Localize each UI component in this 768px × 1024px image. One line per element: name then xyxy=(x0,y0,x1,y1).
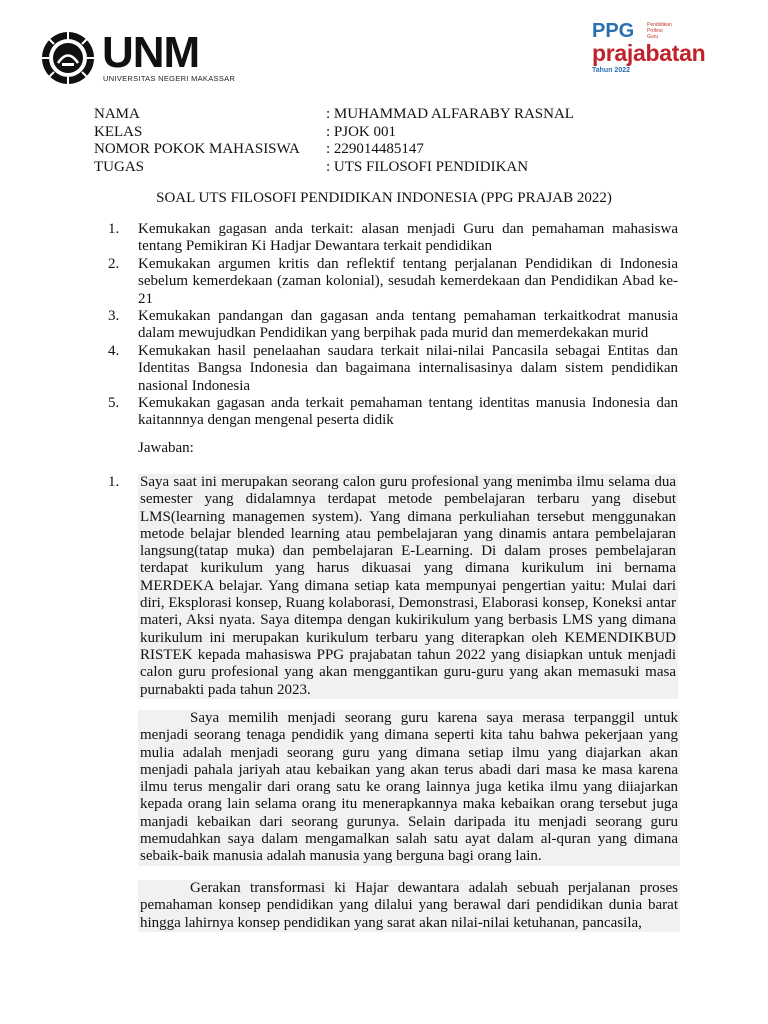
document-title: SOAL UTS FILOSOFI PENDIDIKAN INDONESIA (PPG PRAJAB 2022) xyxy=(156,190,612,206)
identity-row xyxy=(94,106,574,124)
identity-block xyxy=(94,106,574,176)
answer-paragraph: Saya memilih menjadi seorang guru karena saya merasa terpanggil untuk menjadi seorang tenaga pendidik yang dimana seperti kita tahu bahwa pekerjaan yang mulia adalah menjadi seorang guru yang dimana setiap ilmu yang diajarkan akan menjadi pahala jariyah atau kebaikan yang akan terus abadi dari masa ke masa karena ilmu terus mengalir dari orang satu ke orang lainnya juga ketika ilmu yang diiajarkan kepada orang lain selama orang itu menerapkannya maka kebaikan orang tersebut juga manjadi kebaikan dari seorang gurunya. Selain daripada itu menjadi seorang guru memudahkan saya dalam mengamalkan salah satu ayat dalam al-quran yang dimana sebaik-baik manusia adalah manusia yang berguna bagi orang lain. xyxy=(140,710,678,865)
question-item xyxy=(108,221,678,256)
question-number: 1. xyxy=(108,221,120,237)
identity-value: : PJOK 001 xyxy=(326,123,397,140)
identity-label: NAMA xyxy=(94,106,140,122)
answer-text: Saya saat ini merupakan seorang calon guru profesional yang menimba ilmu selama dua semester yang didalamnya terdapat metode pembelajaran terbaru yang disebut LMS(learning managemen system). Yang dimana perkuliahan tersebut menggunakan metode belajar blended learning atau pembelajaran yang dinamis antara pembelajaran langsung(tatap muka) dan pembelajaran E-Learning. Di dalam proses pembelajaran terdapat kurikulum yang harus dikuasai yang dimana kurikulum ini bernama MERDEKA belajar. Yang dimana setiap kata mempunyai pengertian yaitu: Mulai dari diri, Eksplorasi konsep, Ruang kolaborasi, Demonstrasi, Elaborasi konsep, Koneksi antar materi, Aksi nyata. Saya ditempa dengan kukirikulum yang berbasis LMS yang dimana kurikulum ini merupakan kurikulum terbaru yang diterapkan oleh KEMENDIKBUD RISTEK kepada mahasiswa PPG prajabatan tahun 2022 yang disiapkan untuk menjadi calon guru profesional yang akan menggantikan guru-guru yang akan memasuki masa purnabakti pada tahun 2023. xyxy=(140,474,676,698)
ppg-year: Tahun 2022 xyxy=(592,67,630,74)
identity-value: : UTS FILOSOFI PENDIDIKAN xyxy=(326,158,529,175)
unm-logo xyxy=(40,28,236,86)
question-text: Kemukakan gagasan anda terkait pemahaman tentang identitas manusia Indonesia dan kaitannnya dengan mengenal peserta didik xyxy=(138,395,678,429)
identity-value: : 229014485147 xyxy=(326,141,424,157)
ppg-small-line: Guru xyxy=(647,34,659,40)
identity-row xyxy=(94,141,574,159)
answer-number: 1. xyxy=(108,474,120,490)
ppg-prajabatan-text: prajabatan xyxy=(592,40,706,66)
question-number: 3. xyxy=(108,308,120,325)
question-item xyxy=(108,256,678,308)
question-text: Kemukakan hasil penelaahan saudara terkait nilai-nilai Pancasila sebagai Entitas dan Identitas Bangsa Indonesia dan bagaimana internalisasinya dalam sistem pendidikan nasional Indonesia xyxy=(138,342,678,394)
ppg-small-line: Profesi xyxy=(647,28,663,34)
answer-paragraph: Gerakan transformasi ki Hajar dewantara adalah sebuah perjalanan proses pemahaman konsep pendidikan yang dilalui yang berawal dari pendidikan dunia barat hingga lahirnya konsep pendidikan yang sarat akan nilai-nilai ketuhanan, pancasila, xyxy=(140,880,678,931)
ppg-prajabatan-logo xyxy=(592,20,732,82)
identity-value: : MUHAMMAD ALFARABY RASNAL xyxy=(326,106,574,122)
question-text: Kemukakan pandangan dan gagasan anda tentang pemahaman terkaitkodrat manusia dalam mewujudkan Pendidikan yang berpihak pada murid dan memerdekakan murid xyxy=(138,308,678,342)
ppg-small-line: Pendidikan xyxy=(647,22,672,28)
identity-row xyxy=(94,124,574,142)
question-text: Kemukakan argumen kritis dan reflektif tentang perjalanan Pendidikan di Indonesia sebelum kemerdekaan (zaman kolonial), sesudah kemerdekaan dan Pendidikan Abad ke- 21 xyxy=(138,255,678,307)
question-item xyxy=(108,343,678,395)
question-item xyxy=(108,308,678,343)
answer-label: Jawaban: xyxy=(138,440,194,456)
unm-wordmark: UNM xyxy=(102,28,200,77)
ppg-wordmark: PPG xyxy=(592,20,635,42)
answer-item xyxy=(108,474,678,699)
identity-label: TUGAS xyxy=(94,158,145,175)
question-text: Kemukakan gagasan anda terkait: alasan menjadi Guru dan pemahaman mahasiswa tentang Pemikiran Ki Hadjar Dewantara terkait pendidikan xyxy=(138,221,678,255)
question-number: 2. xyxy=(108,255,120,272)
question-list xyxy=(108,221,678,430)
identity-label: NOMOR POKOK MAHASISWA xyxy=(94,141,300,157)
question-number: 5. xyxy=(108,395,120,412)
identity-row xyxy=(94,159,574,177)
unm-emblem-icon xyxy=(40,30,96,86)
ppg-small-caption xyxy=(647,22,687,40)
question-item xyxy=(108,395,678,430)
question-number: 4. xyxy=(108,342,120,359)
identity-label: KELAS xyxy=(94,123,143,140)
unm-subtitle: UNIVERSITAS NEGERI MAKASSAR xyxy=(103,74,236,83)
